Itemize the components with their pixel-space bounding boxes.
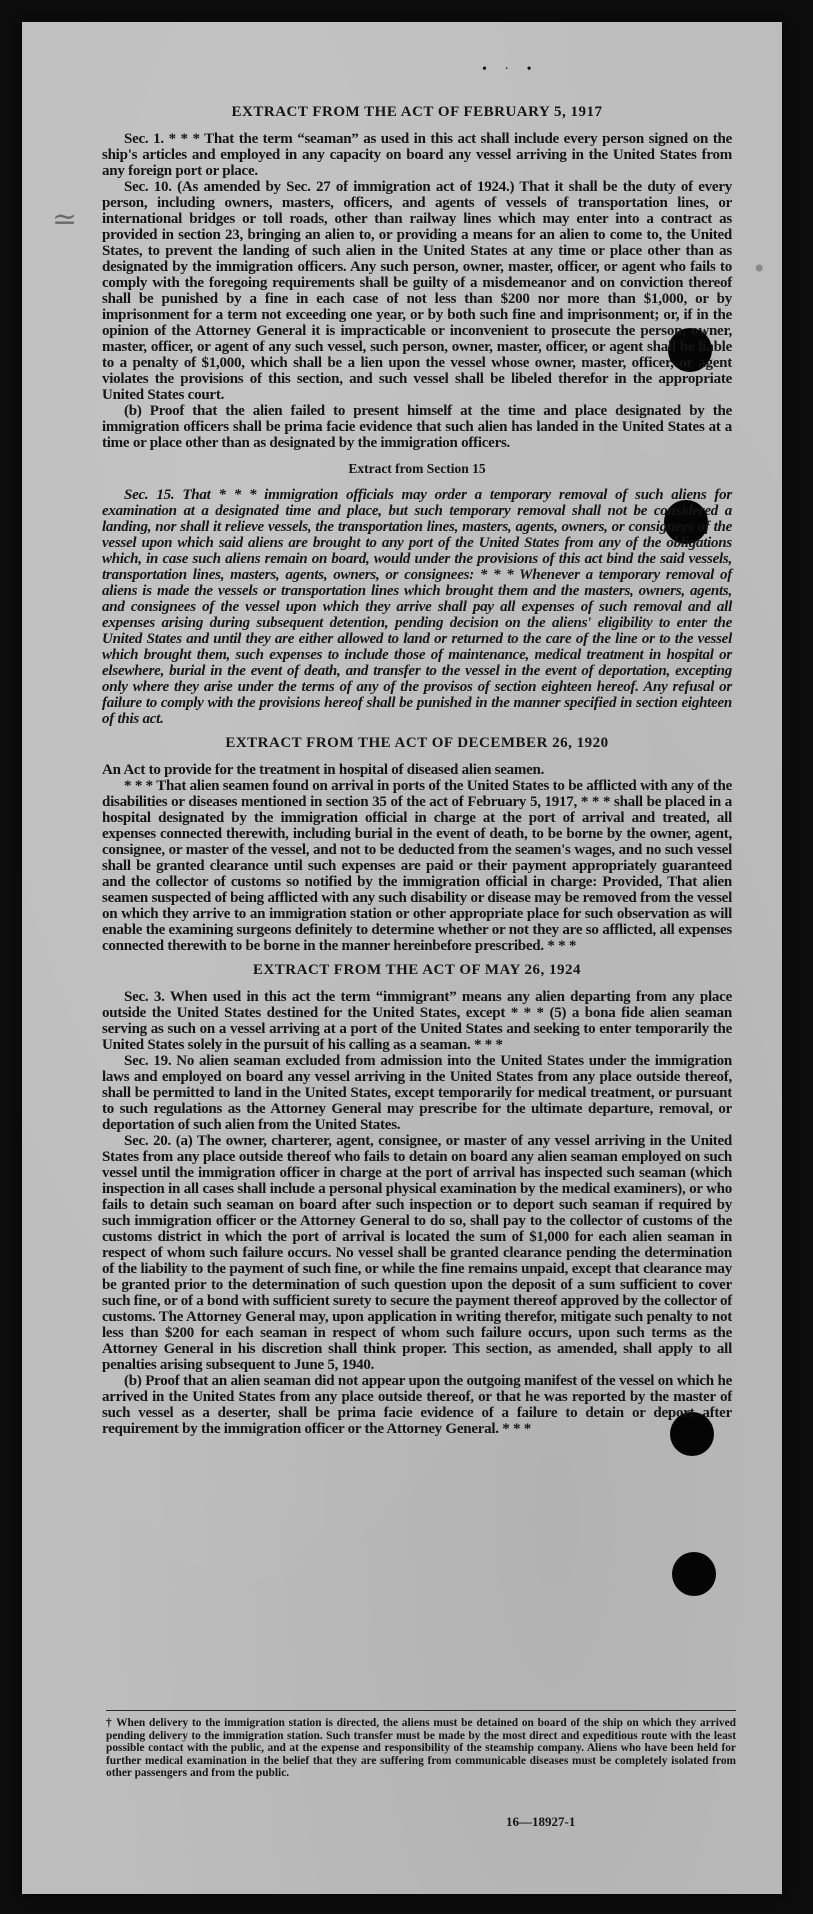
margin-mark: ≃ — [52, 203, 78, 236]
paragraph: Sec. 15. That * * * immigration officials may order a temporary removal of such aliens for examination at a designated time and place, but such temporary removal shall not be considered a landing, nor shall it relieve vessels, the transportation lines, masters, agents, owners, or consignees of the vessel upon which said aliens are brought to any port of the United States from any of the obligations which, in case such aliens remain on board, would under the provisions of this act bind the said vessels, transportation lines, masters, agents, owners, or consignees: * * * Whenever a temporary removal of aliens is made the vessels or transportation lines which brought them and the masters, owners, agents, and consignees of the vessel upon which they arrive shall pay all expenses of such removal and all expenses arising during subsequent detention, pending decision on the aliens' eligibility to enter the United States and until they are either allowed to land or returned to the care of the line or to the vessel which brought them, such expenses to include those of maintenance, medical treatment in hospital or elsewhere, burial in the event of death, and transfer to the vessel in the event of deportation, excepting only where they arise under the terms of any of the provisos of section eighteen hereof. Any refusal or failure to comply with the provisions hereof shall be punished in the manner specified in section eighteen of this act. — [102, 487, 732, 727]
paragraph: Sec. 1. * * * That the term “seaman” as used in this act shall include every person signed on the ship's articles and employed in any capacity on board any vessel arriving in the United States from any foreign port or place. — [102, 131, 732, 179]
margin-mark-right: • — [754, 252, 765, 285]
paragraph: (b) Proof that the alien failed to present himself at the time and place designated by the immigration officers shall be prima facie evidence that such alien has landed in the United States at a time or place other than as designated by the immigration officers. — [102, 403, 732, 451]
document-body — [102, 104, 732, 1437]
document-page — [22, 22, 782, 1894]
paragraph: Sec. 3. When used in this act the term “immigrant” means any alien departing from any place outside the United States destined for the United States, except * * * (5) a bona fide alien seaman serving as such on a vessel arriving at a port of the United States and seeking to enter temporarily the United States solely in the pursuit of his calling as a seaman. * * * — [102, 989, 732, 1053]
paragraph: Sec. 10. (As amended by Sec. 27 of immigration act of 1924.) That it shall be the duty of every person, including owners, masters, officers, and agents of vessels of transportation lines, or international bridges or toll roads, other than railway lines which may enter into a contract as provided in section 23, bringing an alien to, or providing a means for an alien to come to, the United States, to prevent the landing of such alien in the United States at any time or place other than as designated by the immigration officers. Any such person, owner, master, officer, or agent who fails to comply with the foregoing requirements shall be guilty of a misdemeanor and on conviction thereof shall be punished by a fine in each case of not less than $200 nor more than $1,000, or by imprisonment for a term not exceeding one year, or by both such fine and imprisonment; or, if in the opinion of the Attorney General it is impracticable or inconvenient to prosecute the person, owner, master, officer, or agent of any such vessel, such person, owner, master, officer, or agent shall be liable to a penalty of $1,000, which shall be a lien upon the vessel whose owner, master, officer, or agent violates the provisions of this section, and such vessel shall be libeled therefor in the appropriate United States court. — [102, 179, 732, 403]
paragraph: (b) Proof that an alien seaman did not appear upon the outgoing manifest of the vessel on which he arrived in the United States from any place outside thereof, or that he was reported by the master of such vessel as a deserter, shall be prima facie evidence of a failure to detain or deport after requirement by the immigration officer or the Attorney General. * * * — [102, 1373, 732, 1437]
section-title: EXTRACT FROM THE ACT OF FEBRUARY 5, 1917 — [231, 104, 603, 120]
punch-hole — [672, 1552, 716, 1596]
section-title: EXTRACT FROM THE ACT OF MAY 26, 1924 — [252, 962, 582, 978]
paragraph: * * * That alien seamen found on arrival in ports of the United States to be afflicted with any of the disabilities or diseases mentioned in section 35 of the act of February 5, 1917, * * * shall be placed in a hospital designated by the immigration official in charge at the port of arrival and treated, all expenses connected therewith, including burial in the event of death, to be borne by the owner, agent, consignee, or master of the vessel, and not to be deducted from the seamen's wages, and no such vessel shall be granted clearance until such expenses are paid or their payment appropriately guaranteed and the collector of customs so notified by the immigration official in charge: Provided, That alien seamen suspected of being afflicted with any such disability or disease may be removed from the vessel on which they arrive to an immigration station or other appropriate place for such observation as will enable the examining surgeons definitely to determine whether or not they are so afflicted, all expenses connected therewith to be borne in the manner hereinbefore prescribed. * * * — [102, 778, 732, 954]
section-title: EXTRACT FROM THE ACT OF DECEMBER 26, 1920 — [225, 735, 609, 751]
scan-specks: • · • — [482, 62, 539, 77]
paragraph: Sec. 20. (a) The owner, charterer, agent, consignee, or master of any vessel arriving in the United States from any place outside thereof who fails to detain on board any alien seaman employed on such vessel until the immigration officer in charge at the port of arrival has inspected such seaman (which inspection in all cases shall include a personal physical examination by the medical examiners), or who fails to detain such seaman on board after such inspection or to deport such seaman if required by such immigration officer or the Attorney General to do so, shall pay to the collector of customs of the customs district in which the port of arrival is located the sum of $1,000 for each alien seaman in respect of whom such failure occurs. No vessel shall be granted clearance pending the determination of the liability to the payment of such fine, or while the fine remains unpaid, except that clearance may be granted prior to the determination of such question upon the deposit of a sum sufficient to cover such fine, or of a bond with sufficient surety to secure the payment thereof approved by the collector of customs. The Attorney General may, upon application in writing therefor, mitigate such penalty to not less than $200 for each seaman in respect of whom such failure occurs, upon such terms as the Attorney General in his discretion shall think proper. This section, as amended, shall apply to all penalties arising subsequent to June 5, 1940. — [102, 1133, 732, 1373]
footnote: † When delivery to the immigration station is directed, the aliens must be detained on board of the ship on which they arrived pending delivery to the immigration station. Such transfer must be made by the most direct and expeditious route with the least possible contact with the public, and at the expense and responsibility of the steamship company. Aliens who have been held for further medical examination in the belief that they are suffering from communicable diseases must be completely isolated from other passengers and from the public. — [106, 1710, 736, 1780]
section-subtitle: Extract from Section 15 — [348, 461, 486, 476]
form-number: 16—18927-1 — [506, 1814, 576, 1829]
paragraph: Sec. 19. No alien seaman excluded from admission into the United States under the immigration laws and employed on board any vessel arriving in the United States from any place outside thereof, shall be permitted to land in the United States, except temporarily for medical treatment, or pursuant to such regulations as the Attorney General may prescribe for the ultimate departure, removal, or deportation of such alien from the United States. — [102, 1053, 732, 1133]
paragraph: An Act to provide for the treatment in hospital of diseased alien seamen. — [102, 762, 545, 778]
